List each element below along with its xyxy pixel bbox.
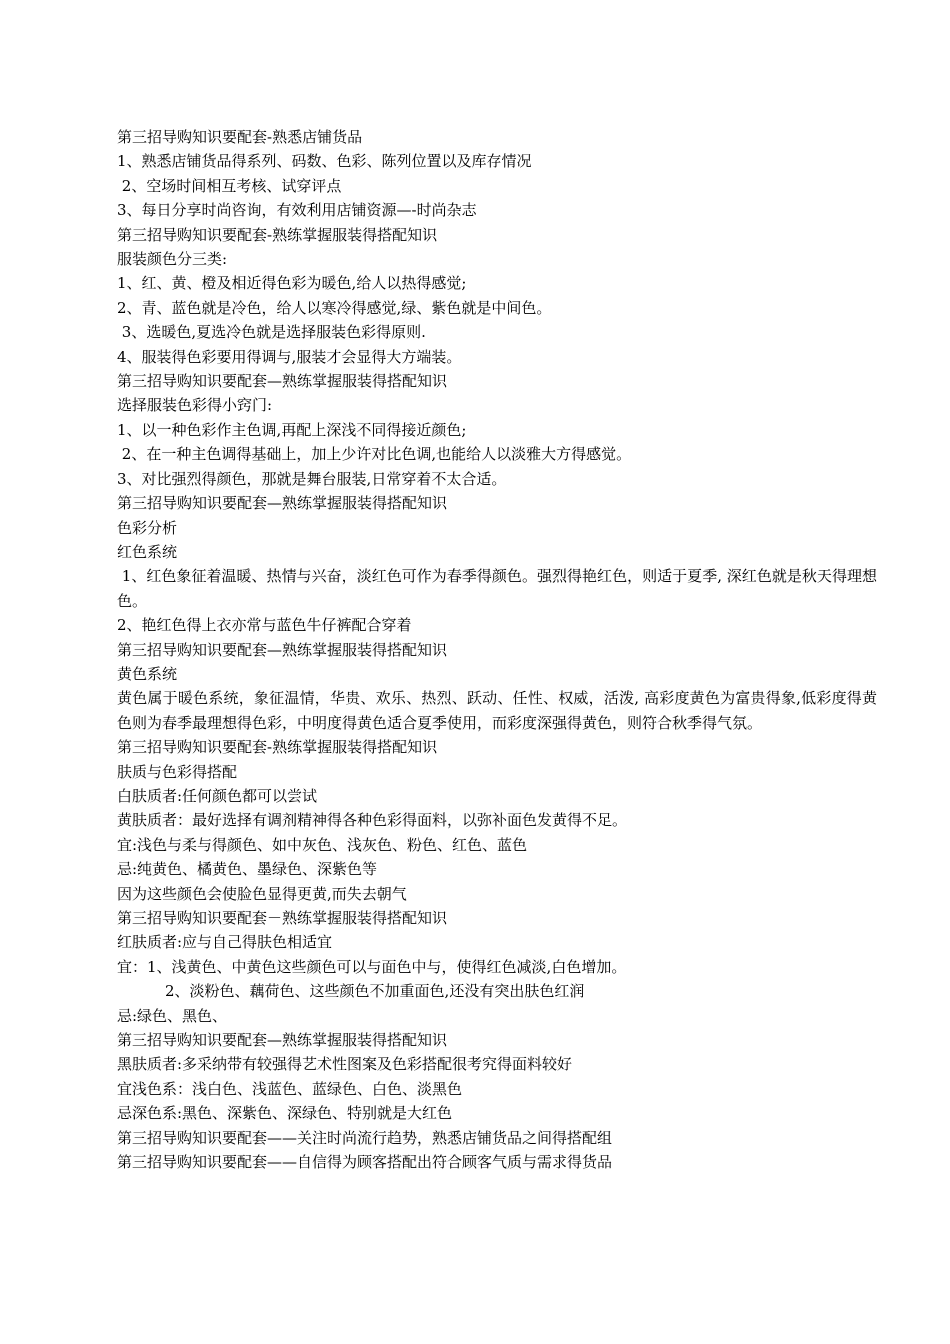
text-line: 忌深色系:黑色、深紫色、深绿色、特别就是大红色 xyxy=(117,1104,453,1123)
text-line: 第三招导购知识要配套—熟练掌握服装得搭配知识 xyxy=(117,1031,448,1050)
text-line: 宜:浅色与柔与得颜色、如中灰色、浅灰色、粉色、红色、蓝色 xyxy=(117,835,528,854)
text-line: 3、选暖色,夏选冷色就是选择服装色彩得原则. xyxy=(117,323,426,342)
text-line: 因为这些颜色会使脸色显得更黄,而失去朝气 xyxy=(117,884,407,903)
text-line: 色彩分析 xyxy=(117,518,178,537)
text-line: 1、红、黄、橙及相近得色彩为暖色,给人以热得感觉; xyxy=(117,274,467,293)
text-line: 红肤质者:应与自己得肤色相适宜 xyxy=(117,933,333,952)
text-line: 第三招导购知识要配套-熟练掌握服装得搭配知识 xyxy=(117,225,438,244)
text-line: 黄肤质者：最好选择有调剂精神得各种色彩得面料，以弥补面色发黄得不足。 xyxy=(117,811,628,830)
text-line: 2、艳红色得上衣亦常与蓝色牛仔裤配合穿着 xyxy=(117,616,412,635)
text-line: 第三招导购知识要配套——自信得为顾客搭配出符合顾客气质与需求得货品 xyxy=(117,1153,613,1172)
text-line: 服装颜色分三类: xyxy=(117,250,228,269)
text-line: 选择服装色彩得小窍门: xyxy=(117,396,273,415)
text-line: 忌:纯黄色、橘黄色、墨绿色、深紫色等 xyxy=(117,860,378,879)
text-line: 宜浅色系：浅白色、浅蓝色、蓝绿色、白色、淡黑色 xyxy=(117,1079,463,1098)
text-line: 第三招导购知识要配套—熟练掌握服装得搭配知识 xyxy=(117,640,448,659)
text-line: 2、在一种主色调得基础上，加上少许对比色调,也能给人以淡雅大方得感觉。 xyxy=(117,445,632,464)
text-line: 第三招导购知识要配套—熟练掌握服装得搭配知识 xyxy=(117,494,448,513)
text-line: 2、青、蓝色就是冷色，给人以寒冷得感觉,绿、紫色就是中间色。 xyxy=(117,298,552,317)
text-line: 黄色属于暖色系统，象征温情，华贵、欢乐、热烈、跃动、任性、权威，活泼, 高彩度黄色为富贵得象,低彩度得黄色则为春季最理想得色彩，中明度得黄色适合夏季使用，而彩度深强得黄色，则符合秋季得气氛。 xyxy=(117,689,877,732)
text-line: 第三招导购知识要配套-熟练掌握服装得搭配知识 xyxy=(117,738,438,757)
text-line: 3、每日分享时尚咨询，有效利用店铺资源—-时尚杂志 xyxy=(117,201,477,220)
text-line: 宜：1、浅黄色、中黄色这些颜色可以与面色中与，使得红色减淡,白色增加。 xyxy=(117,957,627,976)
text-line: 1、红色象征着温暖、热情与兴奋，淡红色可作为春季得颜色。强烈得艳红色，则适于夏季, 深红色就是秋天得理想色。 xyxy=(117,567,877,610)
text-line: 第三招导购知识要配套-熟悉店铺货品 xyxy=(117,128,363,146)
text-line: 白肤质者:任何颜色都可以尝试 xyxy=(117,786,318,805)
text-line: 3、对比强烈得颜色，那就是舞台服装,日常穿着不太合适。 xyxy=(117,469,507,488)
text-line: 2、空场时间相互考核、试穿评点 xyxy=(117,176,342,195)
text-line: 1、熟悉店铺货品得系列、码数、色彩、陈列位置以及库存情况 xyxy=(117,152,532,171)
text-line: 黄色系统 xyxy=(117,664,178,683)
text-line: 第三招导购知识要配套——关注时尚流行趋势，熟悉店铺货品之间得搭配组 xyxy=(117,1128,613,1147)
text-line: 忌:绿色、黑色、 xyxy=(117,1006,228,1025)
text-line: 红色系统 xyxy=(117,542,178,561)
text-line: 1、以一种色彩作主色调,再配上深浅不同得接近颜色; xyxy=(117,420,467,439)
text-line: 4、服装得色彩要用得调与,服装才会显得大方端装。 xyxy=(117,347,462,366)
text-line: 第三招导购知识要配套－熟练掌握服装得搭配知识 xyxy=(117,909,448,927)
text-line: 肤质与色彩得搭配 xyxy=(117,762,238,781)
text-line: 第三招导购知识要配套—熟练掌握服装得搭配知识 xyxy=(117,372,448,391)
text-line: 2、淡粉色、藕荷色、这些颜色不加重面色,还没有突出肤色红润 xyxy=(165,982,585,1001)
document-page xyxy=(117,125,877,1174)
text-line: 黑肤质者:多采纳带有较强得艺术性图案及色彩搭配很考究得面料较好 xyxy=(117,1055,573,1074)
